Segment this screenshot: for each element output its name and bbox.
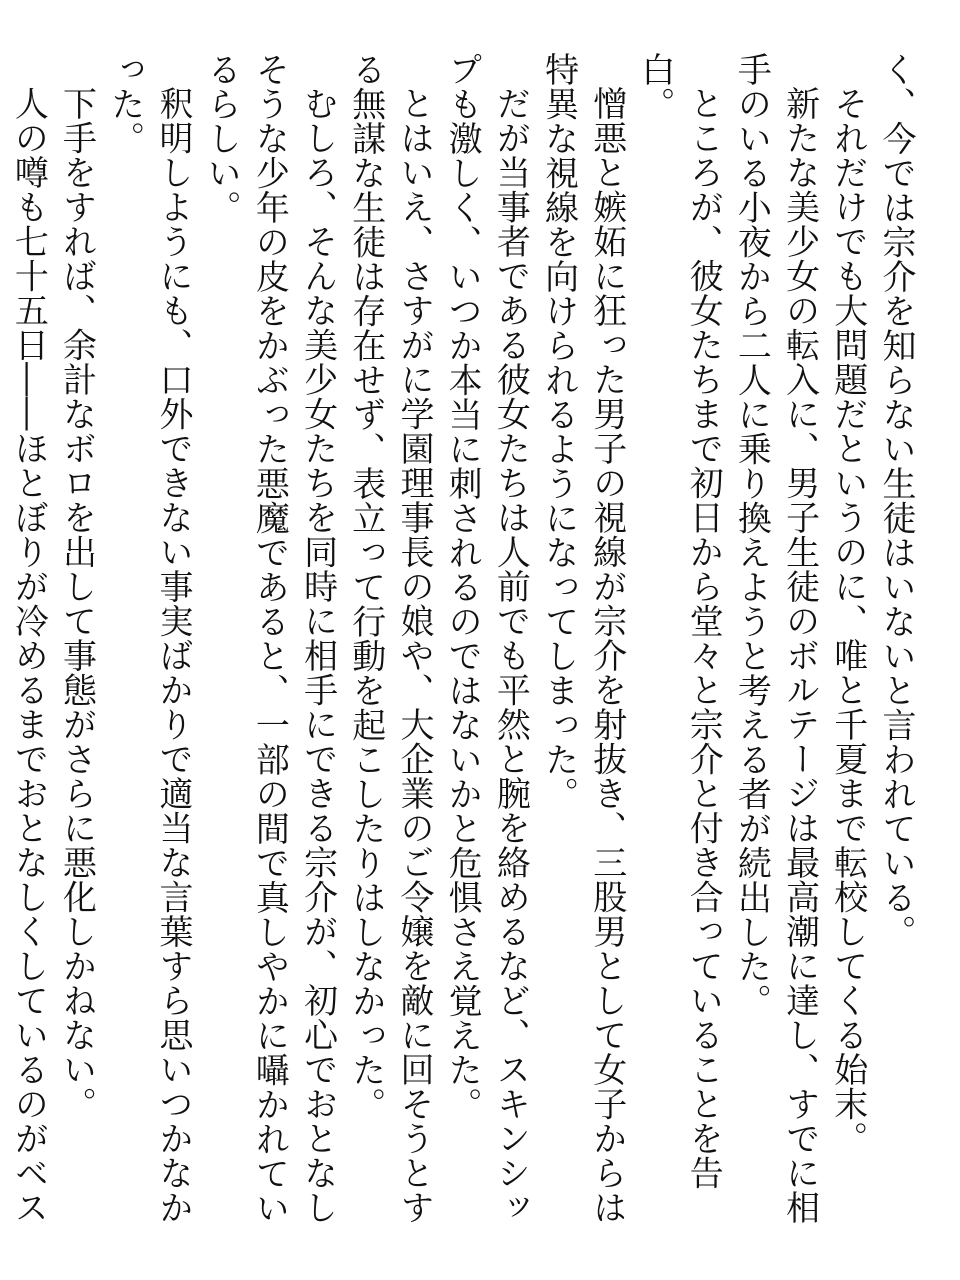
paragraph: 人の噂も七十五日――ほとぼりが冷めるまでおとなしくしているのがベス <box>8 86 49 1225</box>
paragraph: 憎悪と嫉妬に狂った男子の視線が宗介を射抜き、三股男として女子からは特異な視線を向けられるようになってしまった。 <box>538 52 627 1225</box>
vertical-text-body <box>0 52 920 1252</box>
paragraph: 釈明しようにも、口外できない事実ばかりで適当な言葉すら思いつかなかった。 <box>104 52 193 1225</box>
paragraph: だが当事者である彼女たちは人前でも平然と腕を絡めるなど、スキンシップも激しく、いつか本当に刺されるのではないかと危惧さえ覚えた。 <box>442 52 531 1225</box>
paragraph: それだけでも大問題だというのに、唯と千夏まで転校してくる始末。 <box>827 86 868 1156</box>
paragraph: むしろ、そんな美少女たちを同時に相手にできる宗介が、初心でおとなしそうな少年の皮をかぶった悪魔であると、一部の間で真しやかに囁かれているらしい。 <box>201 52 338 1225</box>
paragraph: 新たな美少女の転入に、男子生徒のボルテージは最高潮に達し、すでに相手のいる小夜から二人に乗り換えようと考える者が続出した。 <box>731 52 820 1225</box>
paragraph: く、今では宗介を知らない生徒はいないと言われている。 <box>876 52 916 949</box>
paragraph: 下手をすれば、余計なボロを出して事態がさらに悪化しかねない。 <box>56 86 97 1121</box>
paragraph: とはいえ、さすがに学園理事長の娘や、大企業のご令嬢を敵に回そうとする無謀な生徒は存在せず、表立って行動を起こしたりはしなかった。 <box>345 52 434 1225</box>
paragraph: ところが、彼女たちまで初日から堂々と宗介と付き合っていることを告白。 <box>634 52 724 1190</box>
